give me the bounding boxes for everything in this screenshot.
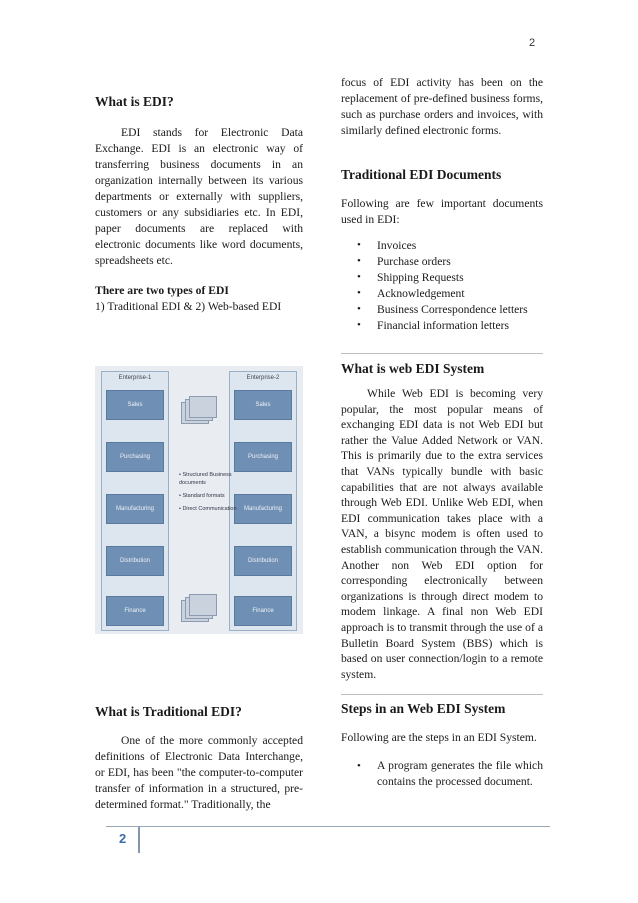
bullet-icon: • — [357, 287, 361, 299]
bullet-icon: • — [357, 303, 361, 315]
footer-divider — [138, 827, 140, 853]
types-heading: There are two types of EDI — [95, 284, 229, 297]
dept-box: Finance — [106, 596, 164, 626]
steps-intro: Following are the steps in an EDI System. — [341, 731, 537, 744]
footer-rule — [106, 826, 550, 827]
section-web-edi — [341, 360, 543, 682]
diagram-note: • Standard formats — [179, 493, 225, 499]
enterprise-1-panel — [101, 371, 169, 631]
edi-diagram — [95, 366, 303, 634]
heading-what-is-edi: What is EDI? — [95, 94, 174, 109]
list-item: • Purchase orders — [357, 255, 451, 268]
para-what-is-edi: EDI stands for Electronic Data Exchange. EDI is an electronic way of transferring business documents in an organization internally between its various departments or externally with suppliers, customers or any subsidiaries etc. In EDI, paper documents are replaced with electronic documents like word documents, spreadsheets etc. — [95, 126, 303, 267]
page-number-top: 2 — [529, 37, 536, 49]
diagram-note: • Direct Communication — [179, 506, 237, 512]
dept-box: Finance — [234, 596, 292, 626]
heading-edi-documents: Traditional EDI Documents — [341, 167, 502, 182]
enterprise-2-title: Enterprise-2 — [246, 375, 280, 381]
bullet-icon: • — [357, 319, 361, 331]
heading-web-edi: What is web EDI System — [341, 361, 485, 376]
dept-box: Manufacturing — [234, 494, 292, 524]
diagram-note: • Structured Business documents — [179, 472, 232, 486]
bullet-icon: • — [357, 760, 361, 772]
section-divider — [341, 694, 543, 695]
types-text: 1) Traditional EDI & 2) Web-based EDI — [95, 300, 282, 313]
dept-box: Purchasing — [234, 442, 292, 472]
section-divider — [341, 353, 543, 354]
steps-list — [341, 758, 543, 790]
dept-box: Manufacturing — [106, 494, 164, 524]
dept-box: Distribution — [234, 546, 292, 576]
section-traditional-edi — [95, 703, 303, 813]
list-item: • Business Correspondence letters — [357, 303, 528, 316]
enterprise-1-title: Enterprise-1 — [118, 375, 152, 381]
list-item: • Invoices — [357, 239, 417, 252]
bullet-icon: • — [357, 271, 361, 283]
bullet-icon: • — [357, 239, 361, 251]
list-item: • Shipping Requests — [357, 271, 464, 284]
docs-intro: Following are few important documents used in EDI: — [341, 197, 543, 226]
page-number-footer: 2 — [119, 831, 127, 846]
section-steps — [341, 700, 543, 791]
dept-box: Distribution — [106, 546, 164, 576]
document-stack-icon — [181, 594, 217, 620]
list-item: • Acknowledgement — [357, 287, 465, 300]
para-traditional-edi: One of the more commonly accepted definitions of Electronic Data Interchange, or EDI, has been "the computer-to-computer transfer of information in a structured, pre-determined format." Traditionally, the — [95, 734, 303, 811]
diagram-notes — [179, 471, 239, 518]
bullet-icon: • — [357, 255, 361, 267]
heading-traditional-edi: What is Traditional EDI? — [95, 704, 242, 719]
para-continuation: focus of EDI activity has been on the replacement of pre-defined business forms, such as purchase orders and invoices, with similarly defined electronic forms. — [341, 76, 543, 137]
list-item: • A program generates the file which contains the processed document. — [357, 759, 543, 788]
docs-list — [341, 238, 543, 333]
list-item: • Financial information letters — [357, 319, 510, 332]
enterprise-2-panel — [229, 371, 297, 631]
dept-box: Sales — [234, 390, 292, 420]
document-stack-icon — [181, 396, 217, 422]
section-what-is-edi — [95, 93, 303, 315]
dept-box: Purchasing — [106, 442, 164, 472]
heading-steps: Steps in an Web EDI System — [341, 701, 506, 716]
section-traditional-edi-documents — [341, 166, 543, 334]
dept-box: Sales — [106, 390, 164, 420]
para-web-edi: While Web EDI is becoming very popular, the most popular means of exchanging EDI data is not Web EDI but rather the Value Added Network or VAN. This is primarily due to the extra services that VANs typically bundle with basic capabilities that are not always available through Web EDI. Unlike Web EDI, when EDI communication takes place with a VAN, a bisync modem is often used to establish communication through the VAN. Another non Web EDI option for corresponding electronically between organizations is through direct modem to modem linkage. A final non Web EDI approach is to transmit through the use of a Bulletin Board System (BBS) which is based on user connection/login to a remote system. — [341, 387, 543, 681]
continuation-text-block — [341, 75, 543, 139]
